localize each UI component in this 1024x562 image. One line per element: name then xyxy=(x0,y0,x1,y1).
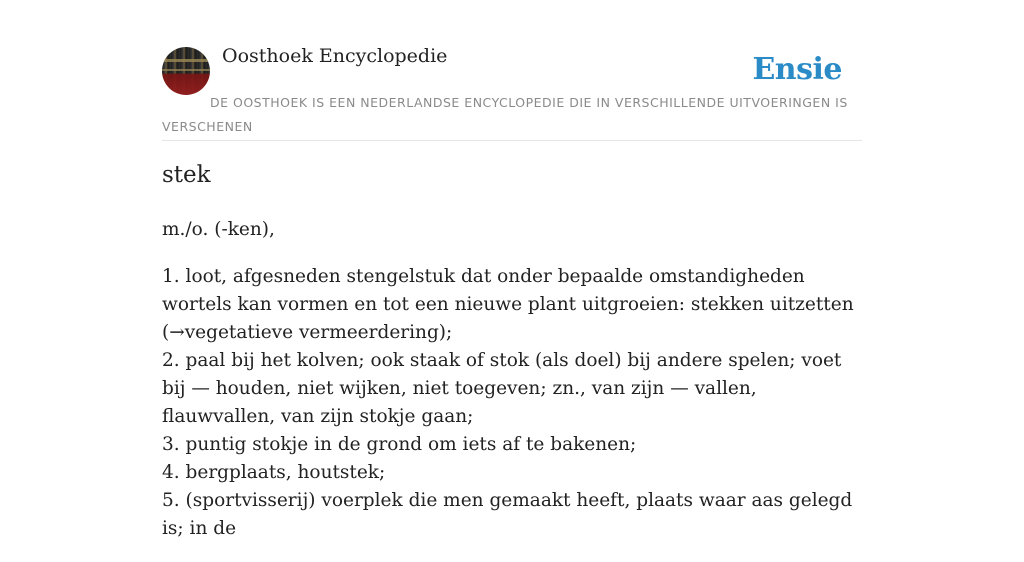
definition-item: 3. puntig stokje in de grond om iets af te bakenen; xyxy=(162,434,637,455)
brand-logo[interactable]: Ensie xyxy=(752,52,842,87)
site-header xyxy=(162,0,862,141)
definition-item: 1. loot, afgesneden stengelstuk dat onder bepaalde omstandigheden wortels kan vormen en tot een nieuwe plant uitgroeien: stekken uitzetten (→vegetatieve vermeerdering); xyxy=(162,266,854,343)
article-body xyxy=(162,216,862,562)
avatar-band-2 xyxy=(162,69,210,71)
definition-item: 5. (sportvisserij) voerplek die men gemaakt heeft, plaats waar aas gelegd is; in de xyxy=(162,490,853,539)
definition-item: 4. bergplaats, houtstek; xyxy=(162,462,386,483)
article-title: stek xyxy=(162,162,211,188)
site-avatar[interactable] xyxy=(162,47,210,95)
avatar-band xyxy=(162,59,210,62)
definition-item: 2. paal bij het kolven; ook staak of stok (als doel) bij andere spelen; voet bij — houden, niet wijken, niet toegeven; zn., van zijn — vallen, flauwvallen, van zijn stokje gaan; xyxy=(162,350,842,427)
page-container xyxy=(162,0,862,539)
grammar-note: m./o. (-ken), xyxy=(162,219,275,240)
site-tagline: DE OOSTHOEK IS EEN NEDERLANDSE ENCYCLOPEDIE DIE IN VERSCHILLENDE UITVOERINGEN IS VERSCHENEN xyxy=(162,95,848,134)
definitions-list xyxy=(162,263,862,543)
site-name-link[interactable]: Oosthoek Encyclopedie xyxy=(222,45,448,67)
